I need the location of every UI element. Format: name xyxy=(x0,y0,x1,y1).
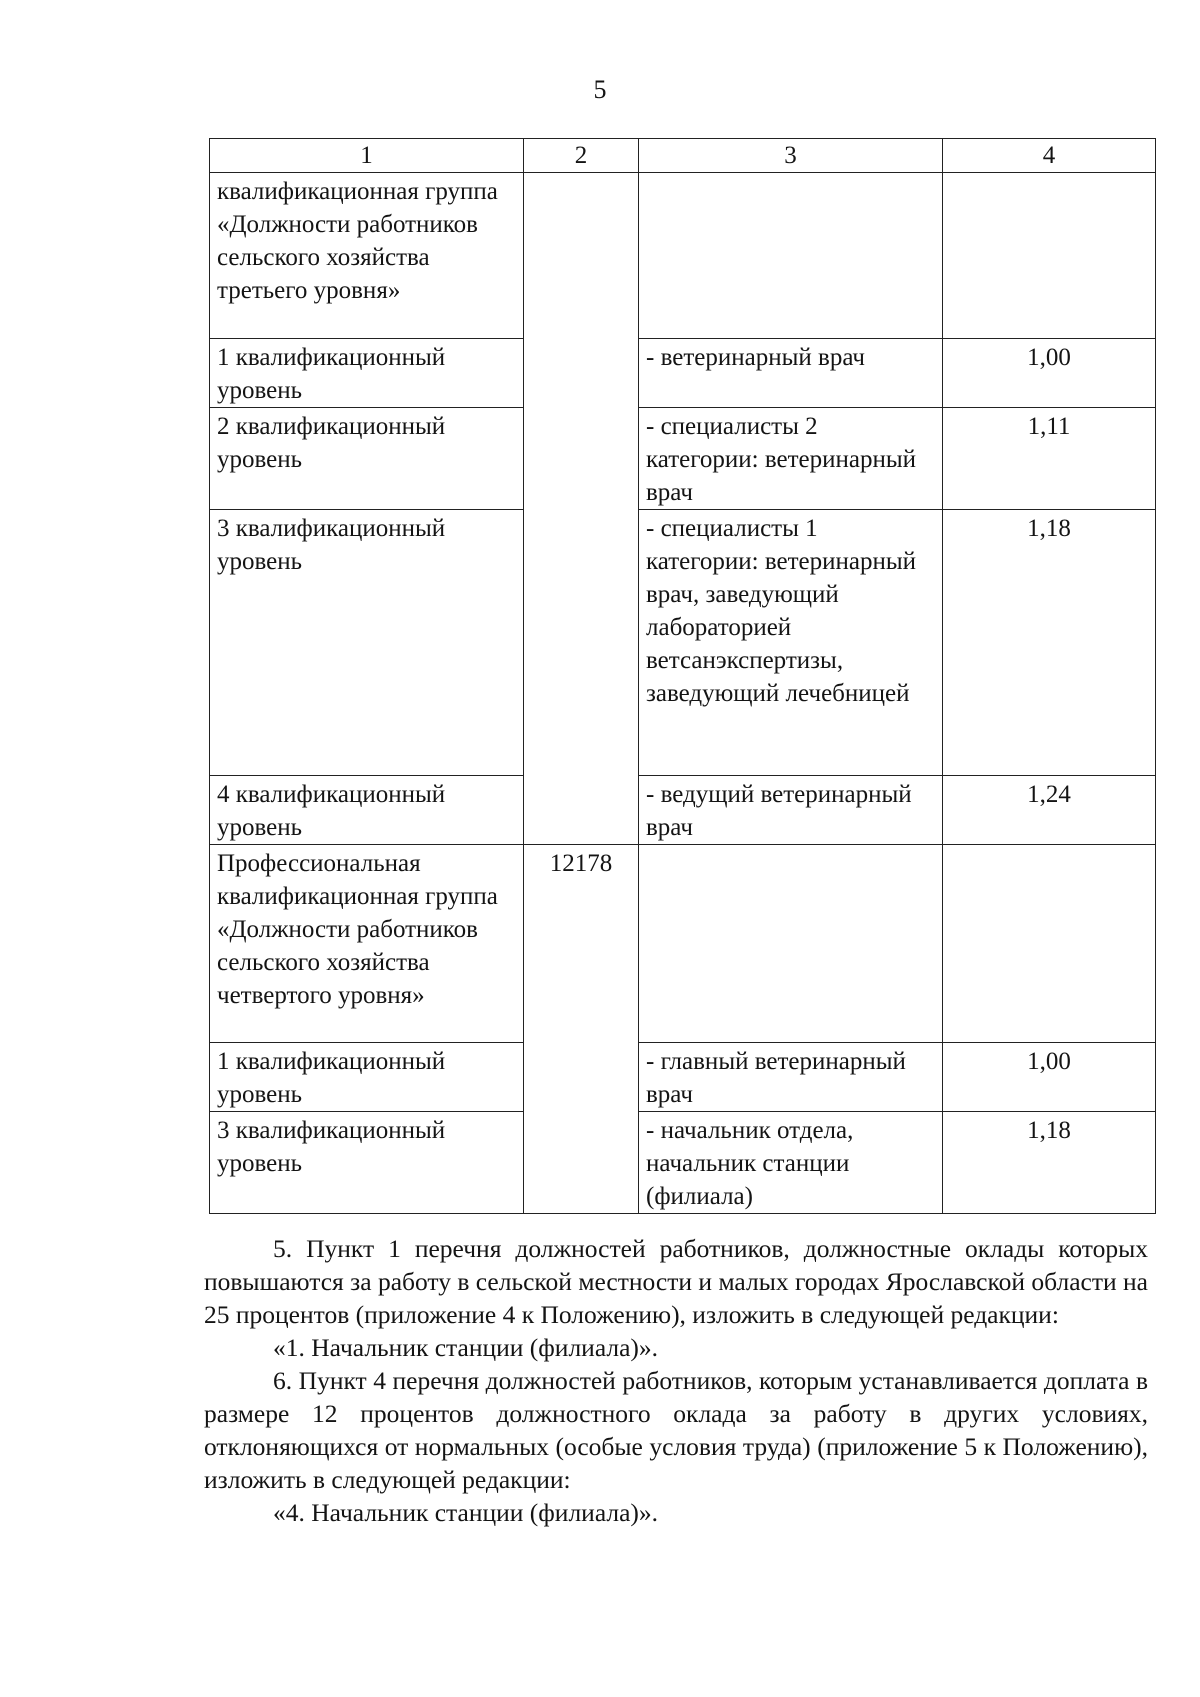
group-cell: 4 квалификационный уровень xyxy=(210,776,524,845)
header-col-4: 4 xyxy=(943,139,1156,173)
group-cell: квалификационная группа «Должности работников сельского хозяйства третьего уровня» xyxy=(210,173,524,339)
qualification-table xyxy=(209,138,1156,1214)
position-cell xyxy=(639,845,943,1043)
position-cell: - главный ветеринарный врач xyxy=(639,1043,943,1112)
position-cell: - ведущий ветеринарный врач xyxy=(639,776,943,845)
header-col-1: 1 xyxy=(210,139,524,173)
coefficient-cell xyxy=(943,173,1156,339)
position-cell: - специалисты 1 категории: ветеринарный врач, заведующий лабораторией ветсанэкспертизы, заведующий лечебницей xyxy=(639,510,943,776)
group-cell: 1 квалификационный уровень xyxy=(210,1043,524,1112)
position-cell xyxy=(639,173,943,339)
table-header-row xyxy=(210,139,1156,173)
group-cell: 3 квалификационный уровень xyxy=(210,1112,524,1214)
table-row xyxy=(210,173,1156,339)
group-cell: 1 квалификационный уровень xyxy=(210,339,524,408)
position-cell: - специалисты 2 категории: ветеринарный врач xyxy=(639,408,943,510)
coefficient-cell: 1,00 xyxy=(943,339,1156,408)
table-row xyxy=(210,776,1156,845)
table-row xyxy=(210,408,1156,510)
paragraph-5: 5. Пункт 1 перечня должностей работников, должностные оклады которых повышаются за работу в сельской местности и малых городах Ярославской области на 25 процентов (приложение 4 к Положению), изложить в следующей редакции: xyxy=(204,1234,1148,1329)
table-row xyxy=(210,1043,1156,1112)
code-cell xyxy=(524,173,639,845)
coefficient-cell: 1,11 xyxy=(943,408,1156,510)
body-text xyxy=(204,1232,1148,1529)
table-row xyxy=(210,510,1156,776)
group-cell: Профессиональная квалификационная группа «Должности работников сельского хозяйства четвертого уровня» xyxy=(210,845,524,1043)
page-number: 5 xyxy=(593,75,607,104)
position-cell: - ветеринарный врач xyxy=(639,339,943,408)
coefficient-cell: 1,18 xyxy=(943,1112,1156,1214)
code-cell: 12178 xyxy=(524,845,639,1214)
coefficient-cell: 1,18 xyxy=(943,510,1156,776)
table-row xyxy=(210,1112,1156,1214)
coefficient-cell xyxy=(943,845,1156,1043)
group-cell: 3 квалификационный уровень xyxy=(210,510,524,776)
header-col-2: 2 xyxy=(524,139,639,173)
coefficient-cell: 1,24 xyxy=(943,776,1156,845)
table-row xyxy=(210,845,1156,1043)
position-cell: - начальник отдела, начальник станции (филиала) xyxy=(639,1112,943,1214)
paragraph-6: 6. Пункт 4 перечня должностей работников, которым устанавливается доплата в размере 12 процентов должностного оклада за работу в других условиях, отклоняющихся от нормальных (особые условия труда) (приложение 5 к Положению), изложить в следующей редакции: xyxy=(204,1366,1148,1494)
group-cell: 2 квалификационный уровень xyxy=(210,408,524,510)
paragraph-6-quote: «4. Начальник станции (филиала)». xyxy=(273,1498,659,1527)
coefficient-cell: 1,00 xyxy=(943,1043,1156,1112)
header-col-3: 3 xyxy=(639,139,943,173)
table-row xyxy=(210,339,1156,408)
paragraph-5-quote: «1. Начальник станции (филиала)». xyxy=(273,1333,659,1362)
